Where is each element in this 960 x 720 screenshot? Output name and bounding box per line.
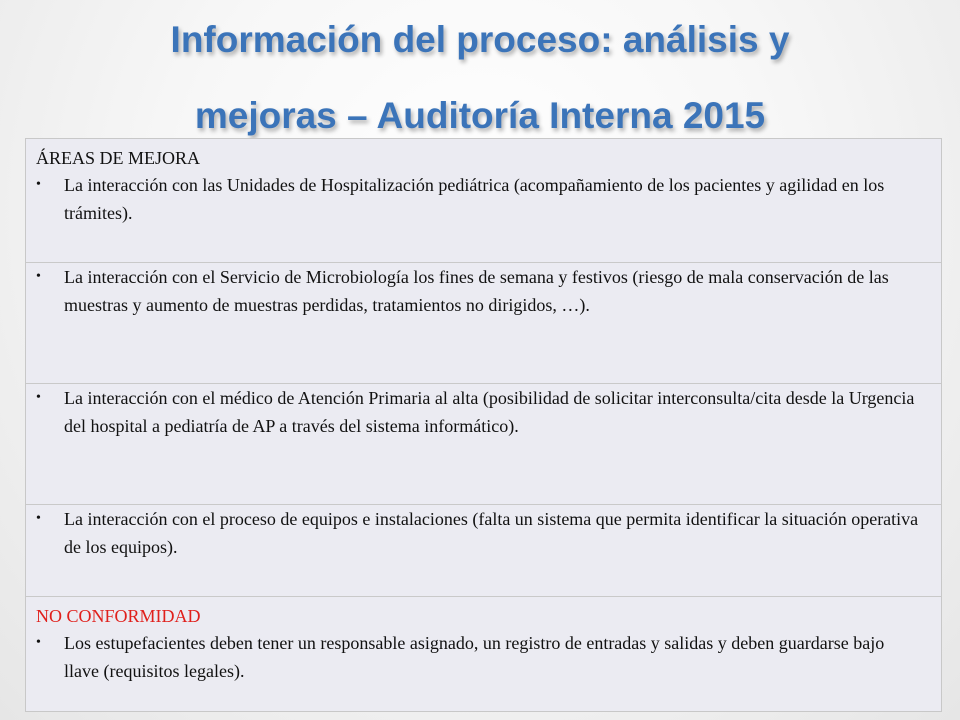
improvement-item-2-text: La interacción con el Servicio de Microbiología los fines de semana y festivos (riesgo de mala conservación de las muestras y aumento de muestras perdidas, tratamientos no dirigidos, …). <box>64 267 889 315</box>
nonconformity-heading: NO CONFORMIDAD <box>36 606 201 626</box>
improvement-item-3 <box>36 384 923 440</box>
slide-title-line-1: Información del proceso: análisis y <box>170 19 790 60</box>
improvement-areas-heading: ÁREAS DE MEJORA <box>36 148 201 168</box>
section-improvement-area-3 <box>26 384 941 505</box>
bullet-icon: • <box>36 177 41 192</box>
improvement-item-4-text: La interacción con el proceso de equipos e instalaciones (falta un sistema que permita identificar la situación operativa de los equipos). <box>64 509 919 557</box>
section-improvement-area-1 <box>26 139 941 263</box>
content-table <box>25 138 942 712</box>
bullet-icon: • <box>36 269 41 284</box>
section-improvement-area-2 <box>26 263 941 384</box>
improvement-item-1-text: La interacción con las Unidades de Hospitalización pediátrica (acompañamiento de los pacientes y agilidad en los trámites). <box>64 175 885 223</box>
slide-title <box>30 2 930 154</box>
improvement-item-4 <box>36 505 923 561</box>
nonconformity-item <box>36 629 923 685</box>
bullet-icon: • <box>36 635 41 650</box>
improvement-item-1 <box>36 171 923 227</box>
bullet-icon: • <box>36 511 41 526</box>
nonconformity-item-text: Los estupefacientes deben tener un responsable asignado, un registro de entradas y salidas y deben guardarse bajo llave (requisitos legales). <box>64 633 885 681</box>
improvement-item-3-text: La interacción con el médico de Atención Primaria al alta (posibilidad de solicitar interconsulta/cita desde la Urgencia del hospital a pediatría de AP a través del sistema informático). <box>64 388 915 436</box>
improvement-item-2 <box>36 263 923 319</box>
section-nonconformity <box>26 597 941 713</box>
bullet-icon: • <box>36 390 41 405</box>
section-improvement-area-4 <box>26 505 941 597</box>
slide-title-line-2: mejoras – Auditoría Interna 2015 <box>194 95 766 136</box>
